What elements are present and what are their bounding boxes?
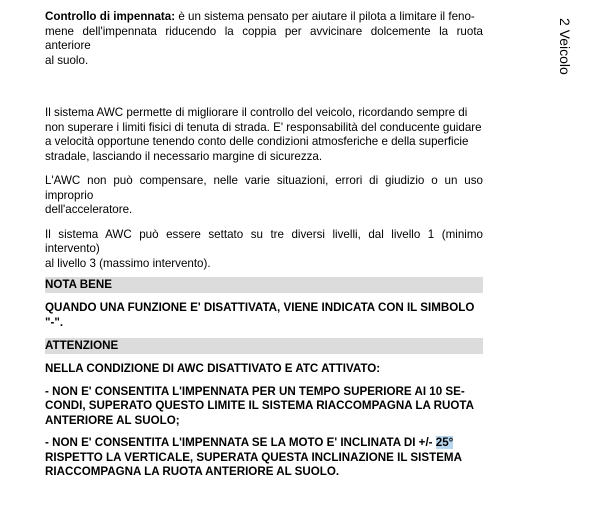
selected-text-highlight[interactable]: 25° [435,436,454,449]
paragraph-awc-description [45,106,483,164]
paragraph-awc-limits [45,174,483,218]
text-line: è un sistema pensato per aiutare il pilota a limitare il feno- [175,10,475,23]
paragraph-wheelie-control [45,10,483,68]
chapter-side-label: 2 Veicolo [557,18,573,75]
text-line: L'AWC non può compensare, nelle varie situazioni, errori di giudizio o un uso improprio [45,174,483,202]
text-line: - NON E' CONSENTITA L'IMPENNATA SE LA MOTO E' INCLINATA DI +/- [45,436,436,449]
text-line: a velocità opportune tenendo conto delle condizioni atmosferiche e della superficie [45,135,469,148]
text-line: non superare i limiti fisici di tenuta di strada. E' responsabilità del conducente guidare [45,120,482,134]
text-line: "-". [45,315,64,329]
text-line: al livello 3 (massimo intervento). [45,256,211,270]
text-line: dell'acceleratore. [45,203,133,216]
text-line: CONDI, SUPERATO QUESTO LIMITE IL SISTEMA RIACCOMPAGNA LA RUOTA [45,399,474,412]
warning-condition: NELLA CONDIZIONE DI AWC DISATTIVATO E ATC ATTIVATO: [45,362,381,375]
text-line: - NON E' CONSENTITA L'IMPENNATA PER UN TEMPO SUPERIORE AI 10 SE- [45,384,465,398]
text-line: mene dell'impennata riducendo la coppia per avvicinare dolcemente la ruota anteriore [45,24,483,52]
text-line: Il sistema AWC può essere settato su tre diversi livelli, dal livello 1 (minimo intervento) [45,227,483,255]
warning-item-lean-angle [45,436,483,480]
text-line: ANTERIORE AL SUOLO; [45,413,180,427]
text-line: RISPETTO LA VERTICALE, SUPERATA QUESTA INCLINAZIONE IL SISTEMA [45,450,462,464]
text-line: al suolo. [45,53,89,67]
warning-heading: ATTENZIONE [45,338,483,354]
manual-page-content [45,10,483,480]
note-text [45,301,483,330]
text-line: QUANDO UNA FUNZIONE E' DISATTIVATA, VIENE INDICATA CON IL SIMBOLO [45,301,475,314]
paragraph-awc-levels [45,228,483,272]
note-heading: NOTA BENE [45,277,483,293]
text-line: RIACCOMPAGNA LA RUOTA ANTERIORE AL SUOLO. [45,465,340,478]
text-line: Il sistema AWC permette di migliorare il controllo del veicolo, ricordando sempre di [45,106,468,119]
text-line: stradale, lasciando il necessario margine di sicurezza. [45,149,323,163]
warning-item-time-limit [45,385,483,429]
term-wheelie-control: Controllo di impennata: [45,10,176,23]
